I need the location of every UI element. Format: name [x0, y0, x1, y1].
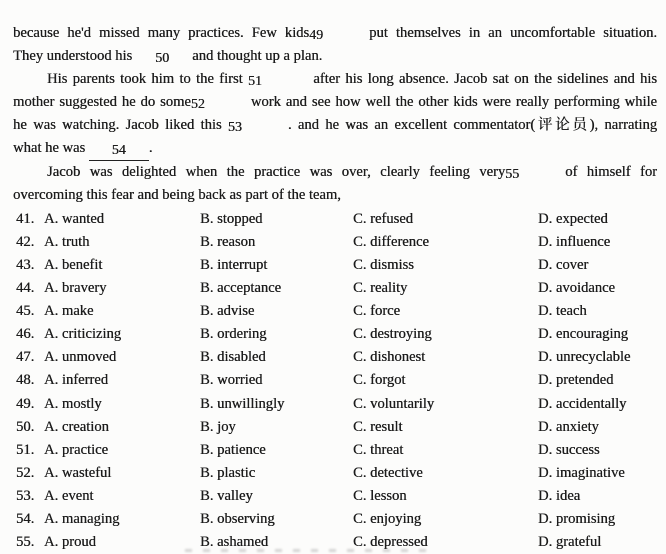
- option-c: C. destroying: [353, 326, 432, 343]
- question-number: 51.: [16, 441, 35, 458]
- cloze-blank-55: 55: [505, 166, 565, 184]
- question-number: 55.: [16, 533, 35, 550]
- option-a: A. practice: [44, 441, 109, 458]
- option-row-51: [0, 439, 666, 462]
- option-b: B. observing: [200, 510, 275, 527]
- question-number: 52.: [16, 464, 35, 481]
- option-c: C. enjoying: [353, 510, 422, 527]
- question-number: 43.: [16, 257, 35, 274]
- option-c: C. detective: [353, 464, 423, 481]
- option-a: A. managing: [44, 510, 120, 527]
- option-b: B. reason: [200, 234, 256, 251]
- passage-text: he was watching. Jacob liked this: [13, 117, 228, 134]
- option-a: A. creation: [44, 418, 109, 435]
- passage-line: [13, 137, 657, 160]
- option-row-41: [0, 208, 666, 231]
- option-c: C. voluntarily: [353, 395, 435, 412]
- question-number: 46.: [16, 326, 35, 343]
- option-row-47: [0, 346, 666, 369]
- option-c: C. lesson: [353, 487, 407, 504]
- passage-text: mother suggested he do some: [13, 94, 191, 111]
- passage-text: They understood his: [13, 48, 133, 65]
- page-bottom-cutoff-artifact: [185, 549, 435, 552]
- question-number: 44.: [16, 280, 35, 297]
- option-row-42: [0, 231, 666, 254]
- passage-text: Jacob was delighted when the practice was over, clearly feeling very: [47, 163, 506, 180]
- option-row-45: [0, 300, 666, 323]
- option-d: D. imaginative: [538, 464, 625, 481]
- option-d: D. success: [538, 441, 600, 458]
- option-d: D. teach: [538, 303, 587, 320]
- option-c: C. dishonest: [353, 349, 426, 366]
- option-b: B. patience: [200, 441, 266, 458]
- option-b: B. plastic: [200, 464, 256, 481]
- option-b: B. valley: [200, 487, 253, 504]
- option-a: A. inferred: [44, 372, 109, 389]
- option-b: B. interrupt: [200, 257, 268, 274]
- question-number: 53.: [16, 487, 35, 504]
- option-row-48: [0, 369, 666, 392]
- option-b: B. unwillingly: [200, 395, 285, 412]
- option-row-52: [0, 462, 666, 485]
- passage-text: work and see how well the other kids were really performing while: [250, 94, 657, 111]
- option-d: D. unrecyclable: [538, 349, 631, 366]
- options-table: [0, 208, 666, 554]
- option-a: A. bravery: [44, 280, 107, 297]
- cloze-blank-49: 49: [309, 27, 369, 45]
- cloze-blank-53: 53: [228, 119, 288, 137]
- passage-text: of himself for: [565, 163, 657, 180]
- option-row-50: [0, 416, 666, 439]
- option-a: A. truth: [44, 234, 90, 251]
- option-d: D. anxiety: [538, 418, 599, 435]
- passage-line: [13, 161, 657, 184]
- passage-line: [13, 45, 657, 68]
- option-a: A. wasteful: [44, 464, 112, 481]
- option-b: B. ashamed: [200, 533, 269, 550]
- option-a: A. mostly: [44, 395, 102, 412]
- option-a: A. unmoved: [44, 349, 117, 366]
- option-d: D. pretended: [538, 372, 614, 389]
- option-c: C. dismiss: [353, 257, 414, 274]
- question-number: 47.: [16, 349, 35, 366]
- option-d: D. idea: [538, 487, 581, 504]
- option-c: C. refused: [353, 211, 413, 227]
- option-d: D. cover: [538, 257, 589, 274]
- option-row-44: [0, 277, 666, 300]
- passage-line: [13, 114, 657, 137]
- passage-line: [13, 91, 657, 114]
- passage-text: His parents took him to the first: [47, 71, 248, 88]
- passage-line: [13, 22, 657, 45]
- option-c: C. force: [353, 303, 401, 320]
- option-a: A. event: [44, 487, 94, 504]
- question-number: 45.: [16, 303, 35, 320]
- option-b: B. acceptance: [200, 280, 282, 297]
- option-c: C. threat: [353, 441, 404, 458]
- option-d: D. influence: [538, 234, 611, 251]
- passage-line: [13, 68, 657, 91]
- passage: [13, 22, 657, 207]
- option-row-53: [0, 485, 666, 508]
- question-number: 42.: [16, 234, 35, 251]
- option-b: B. worried: [200, 372, 263, 389]
- question-number: 50.: [16, 418, 35, 435]
- option-c: C. forgot: [353, 372, 406, 389]
- passage-text: what he was: [13, 140, 89, 157]
- option-d: D. promising: [538, 510, 616, 527]
- question-number: 48.: [16, 372, 35, 389]
- question-number: 49.: [16, 395, 35, 412]
- option-d: D. encouraging: [538, 326, 628, 343]
- option-d: D. grateful: [538, 533, 602, 550]
- option-b: B. joy: [200, 418, 236, 435]
- cloze-blank-54: 54: [89, 142, 149, 160]
- option-b: B. advise: [200, 303, 255, 320]
- passage-text: after his long absence. Jacob sat on the sidelines and his: [307, 71, 657, 88]
- option-row-43: [0, 254, 666, 277]
- option-a: A. criticizing: [44, 326, 121, 343]
- option-row-46: [0, 323, 666, 346]
- option-row-54: [0, 508, 666, 531]
- option-d: D. accidentally: [538, 395, 627, 412]
- passage-text: overcoming this fear and being back as part of the team,: [13, 186, 341, 203]
- passage-text: because he'd missed many practices. Few kids: [13, 25, 310, 41]
- option-a: A. benefit: [44, 257, 103, 274]
- question-number: 54.: [16, 510, 35, 527]
- question-number: 41.: [16, 211, 35, 227]
- option-c: C. depressed: [353, 533, 428, 550]
- cloze-blank-50: 50: [132, 50, 192, 68]
- option-c: C. reality: [353, 280, 408, 297]
- passage-text: .: [148, 140, 153, 157]
- option-a: A. wanted: [44, 211, 104, 227]
- cloze-blank-51: 51: [248, 73, 308, 91]
- option-b: B. ordering: [200, 326, 267, 343]
- option-row-49: [0, 393, 666, 416]
- option-c: C. result: [353, 418, 403, 435]
- option-d: D. expected: [538, 211, 608, 227]
- option-b: B. stopped: [200, 211, 263, 227]
- option-a: A. make: [44, 303, 94, 320]
- cloze-blank-52: 52: [191, 96, 251, 114]
- option-c: C. difference: [353, 234, 429, 251]
- passage-text: . and he was an excellent commentator(评论员), narrating: [287, 117, 657, 134]
- passage-text: put themselves in an uncomfortable situation.: [369, 25, 657, 41]
- option-b: B. disabled: [200, 349, 266, 366]
- passage-text: and thought up a plan.: [192, 48, 323, 65]
- option-d: D. avoidance: [538, 280, 615, 297]
- passage-line: [13, 184, 657, 207]
- option-a: A. proud: [44, 533, 96, 550]
